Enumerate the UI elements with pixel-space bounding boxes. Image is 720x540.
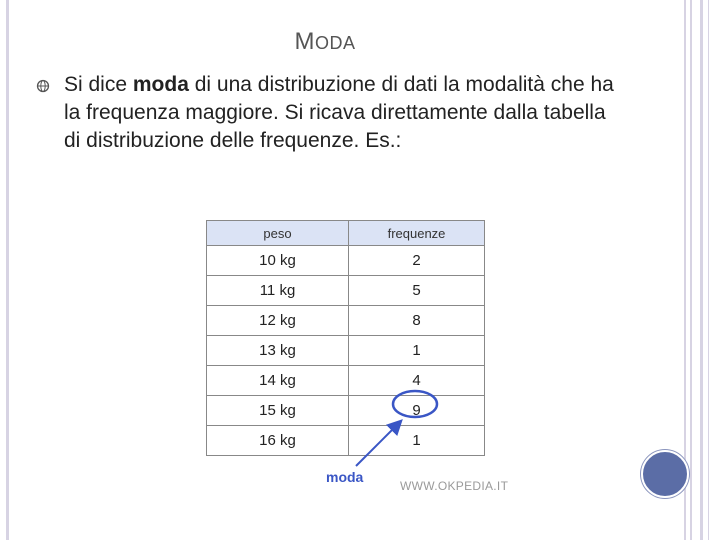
column-header-peso: peso: [207, 221, 349, 246]
peso-cell: 13 kg: [207, 336, 349, 366]
peso-cell: 10 kg: [207, 246, 349, 276]
bullet-bold-term: moda: [132, 73, 189, 96]
moda-label: moda: [326, 469, 364, 485]
peso-cell: 12 kg: [207, 306, 349, 336]
bullet-text-pre: Si dice: [64, 73, 133, 96]
column-header-frequenze: frequenze: [349, 221, 485, 246]
peso-cell: 15 kg: [207, 396, 349, 426]
watermark: WWW.OKPEDIA.IT: [400, 479, 509, 493]
frequenza-cell: 1: [349, 426, 485, 456]
frequenza-cell: 2: [349, 246, 485, 276]
frequenza-cell-highlighted: 9: [349, 396, 485, 426]
frequenza-cell: 4: [349, 366, 485, 396]
highlight-circle: [393, 391, 437, 417]
title-first-letter: M: [294, 28, 315, 55]
frequenza-cell: 5: [349, 276, 485, 306]
title-rest: ODA: [314, 33, 356, 53]
frequenza-cell: 1: [349, 336, 485, 366]
frequenza-cell: 8: [349, 306, 485, 336]
moda-arrow: [356, 422, 400, 466]
peso-cell: 14 kg: [207, 366, 349, 396]
peso-cell: 11 kg: [207, 276, 349, 306]
bullet-text-post: di una distribuzione di dati la modalità che ha la frequenza maggiore. Si ricava direttamente dalla tabella di distribuzione delle frequenze. Es.:: [64, 73, 614, 152]
peso-cell: 16 kg: [207, 426, 349, 456]
